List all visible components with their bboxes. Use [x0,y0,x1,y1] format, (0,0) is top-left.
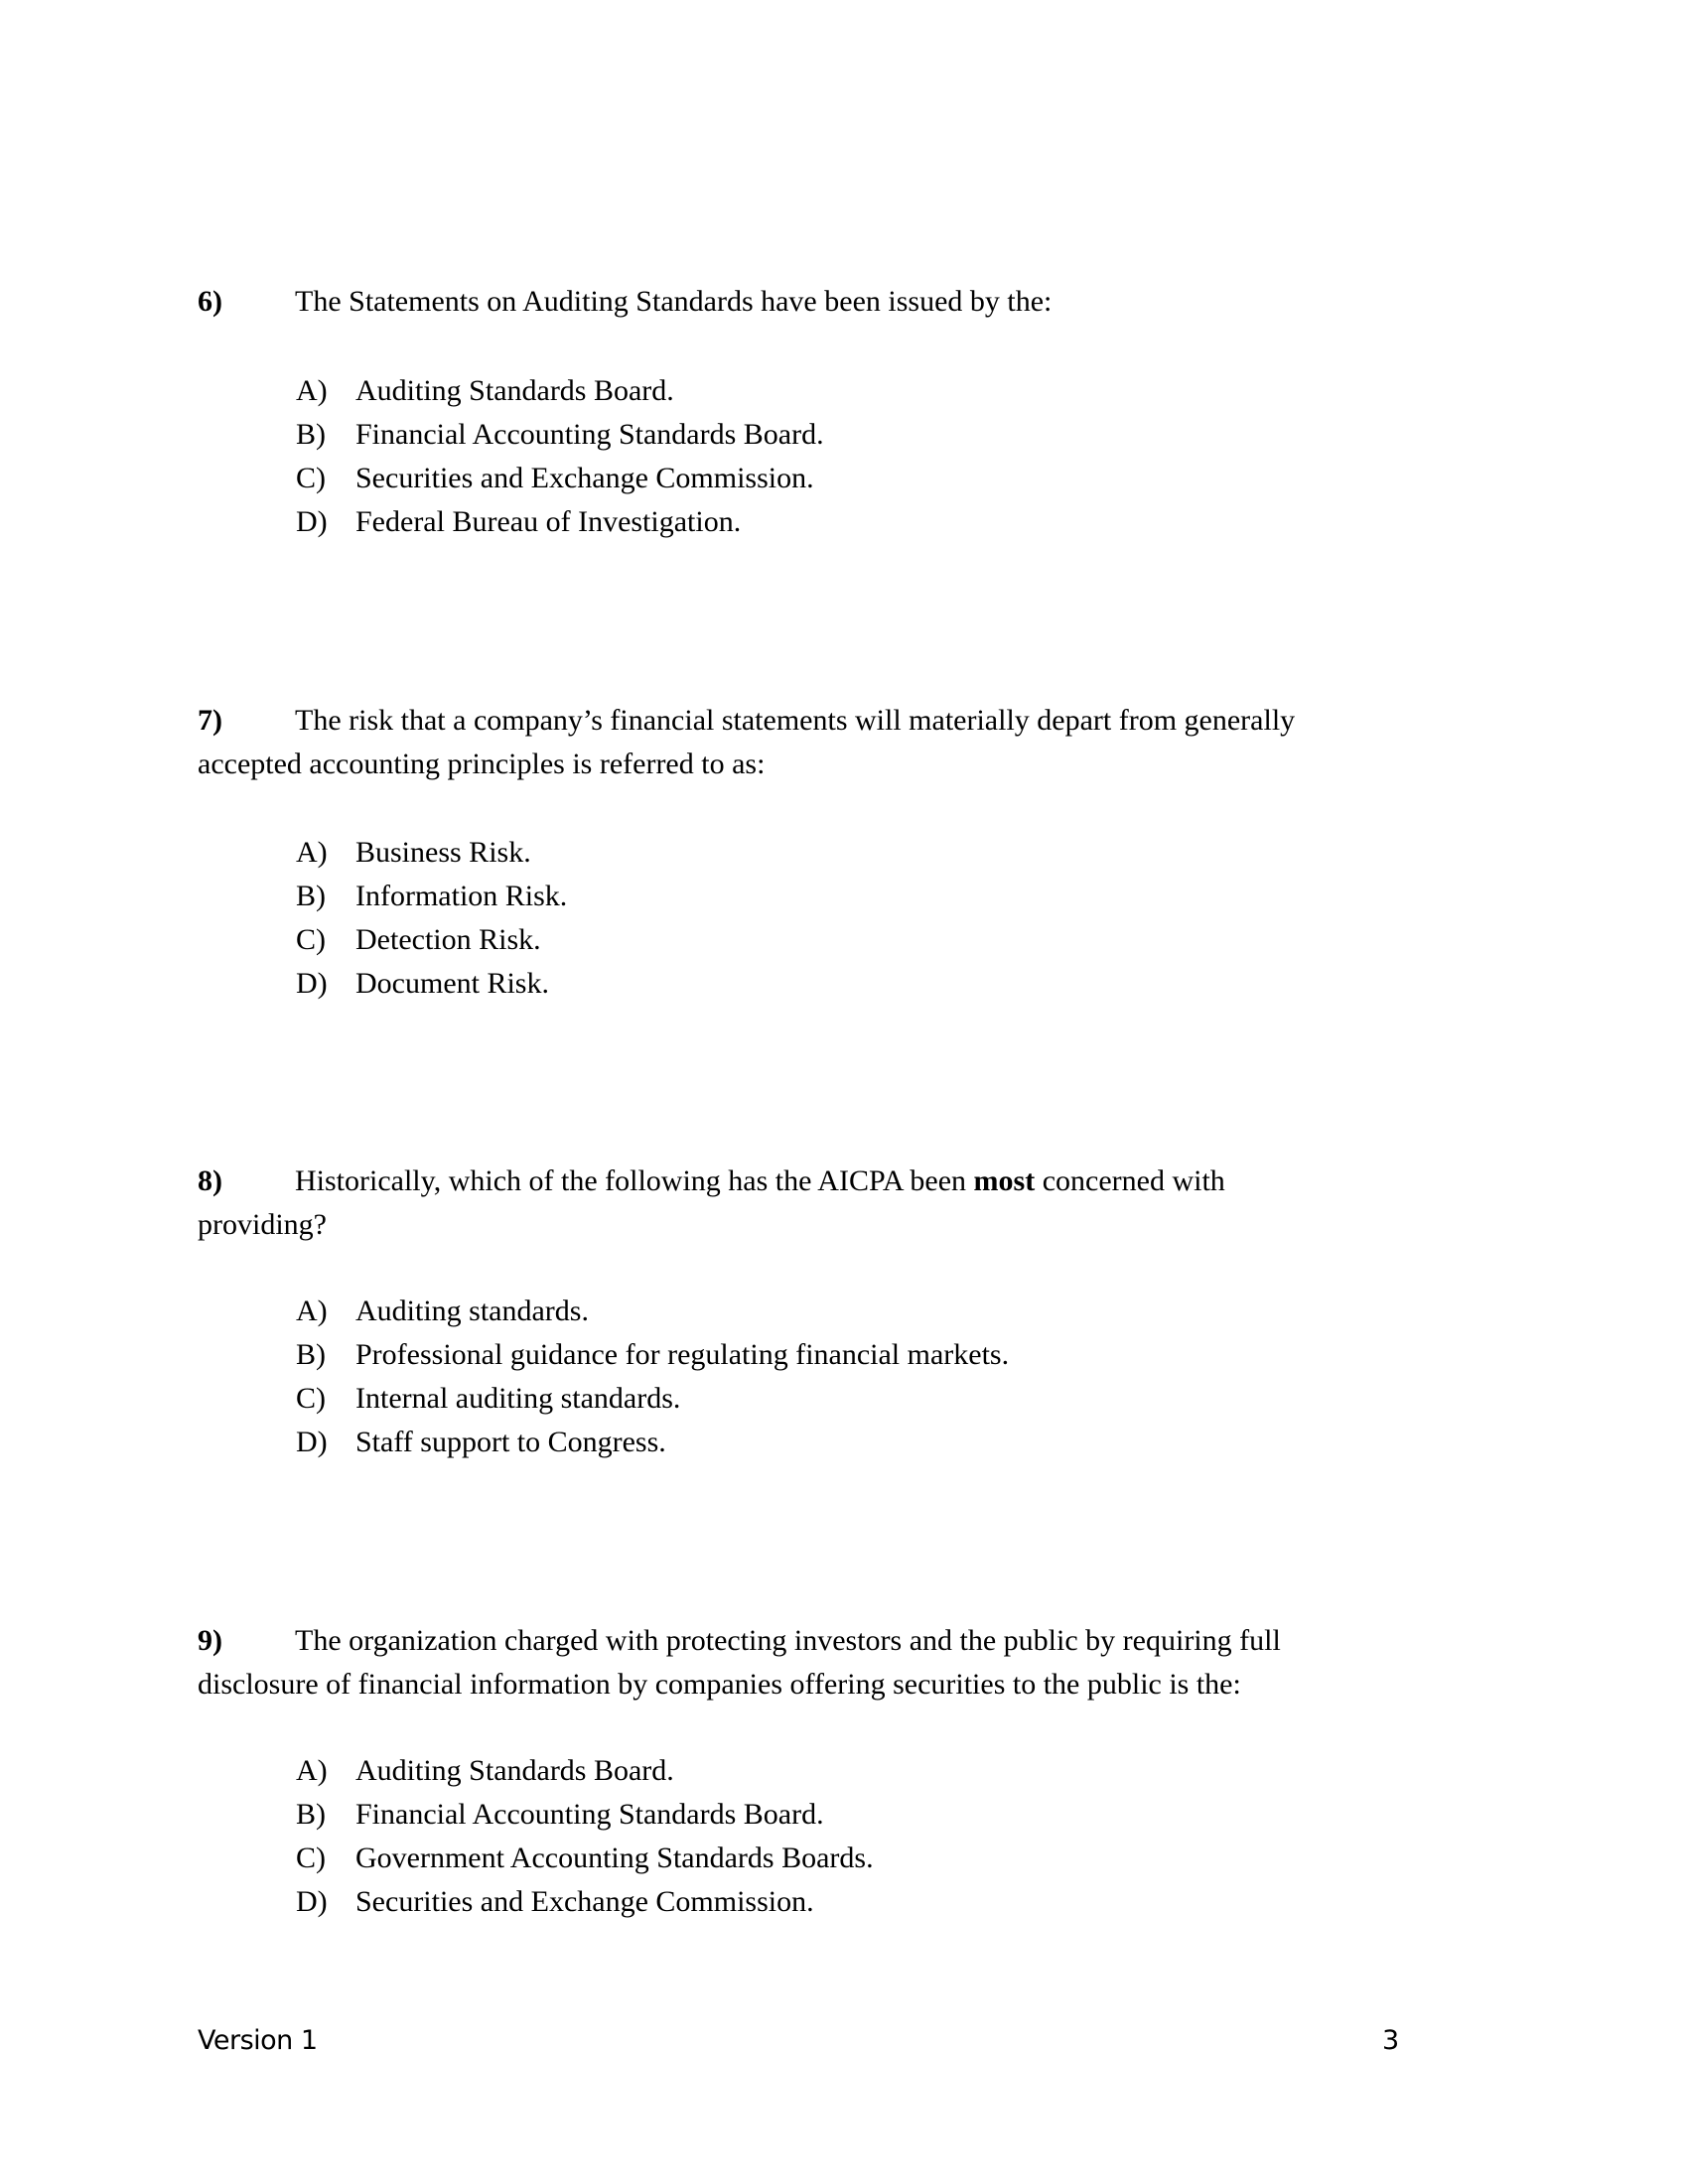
option-text: Financial Accounting Standards Board. [355,418,824,451]
option-d [296,1421,1009,1464]
question-text-end: concerned with [1035,1164,1225,1197]
footer-page-number: 3 [1382,2025,1399,2056]
option-b [296,1333,1009,1377]
option-c [296,457,824,500]
question-text-continued: accepted accounting principles is referred to as: [198,748,766,780]
option-b [296,875,567,918]
option-d [296,500,824,544]
option-c [296,1837,874,1880]
option-letter: B) [296,1798,326,1831]
option-a [296,1749,874,1793]
question-text-continued: disclosure of financial information by companies offering securities to the public is the: [198,1668,1241,1701]
option-c [296,918,567,962]
question-9 [198,1619,1409,1706]
question-7 [198,699,1409,786]
question-number: 6) [198,285,222,318]
option-text: Securities and Exchange Commission. [355,1885,814,1918]
option-letter: C) [296,462,326,494]
option-text: Staff support to Congress. [355,1426,666,1458]
question-text: Historically, which of the following has the AICPA been [295,1164,974,1197]
option-letter: A) [296,374,328,407]
option-text: Document Risk. [355,967,549,1000]
option-a [296,831,567,875]
option-text: Professional guidance for regulating financial markets. [355,1338,1010,1371]
option-d [296,962,567,1006]
question-8-options [296,1290,1009,1464]
option-text: Federal Bureau of Investigation. [355,505,742,538]
question-text: The organization charged with protecting investors and the public by requiring full [295,1624,1281,1657]
option-letter: D) [296,967,328,1000]
question-7-options [296,831,567,1006]
option-letter: B) [296,880,326,912]
option-text: Auditing standards. [355,1295,589,1327]
option-a [296,1290,1009,1333]
option-text: Detection Risk. [355,923,541,956]
option-text: Financial Accounting Standards Board. [355,1798,824,1831]
question-number: 9) [198,1624,222,1657]
question-number: 7) [198,704,222,737]
question-text: The risk that a company’s financial statements will materially depart from generally [295,704,1296,737]
option-text: Auditing Standards Board. [355,374,674,407]
option-text: Information Risk. [355,880,568,912]
question-8 [198,1160,1409,1247]
question-number: 8) [198,1164,222,1197]
option-letter: A) [296,836,328,869]
option-b [296,1793,874,1837]
question-text-continued: providing? [198,1208,327,1241]
question-6 [198,280,1409,324]
option-letter: D) [296,1885,328,1918]
option-letter: A) [296,1295,328,1327]
option-letter: C) [296,923,326,956]
option-letter: C) [296,1382,326,1415]
emphasis-most: most [973,1164,1036,1197]
option-letter: D) [296,505,328,538]
option-a [296,369,824,413]
option-d [296,1880,874,1924]
option-letter: D) [296,1426,328,1458]
option-text: Auditing Standards Board. [355,1754,674,1787]
option-text: Government Accounting Standards Boards. [355,1842,874,1874]
footer-version: Version 1 [198,2025,318,2056]
question-6-options [296,369,824,544]
option-text: Securities and Exchange Commission. [355,462,814,494]
option-letter: B) [296,418,326,451]
option-letter: C) [296,1842,326,1874]
option-c [296,1377,1009,1421]
question-text: The Statements on Auditing Standards have been issued by the: [295,285,1053,318]
option-text: Internal auditing standards. [355,1382,681,1415]
option-letter: B) [296,1338,326,1371]
option-text: Business Risk. [355,836,531,869]
option-letter: A) [296,1754,328,1787]
option-b [296,413,824,457]
question-9-options [296,1749,874,1924]
